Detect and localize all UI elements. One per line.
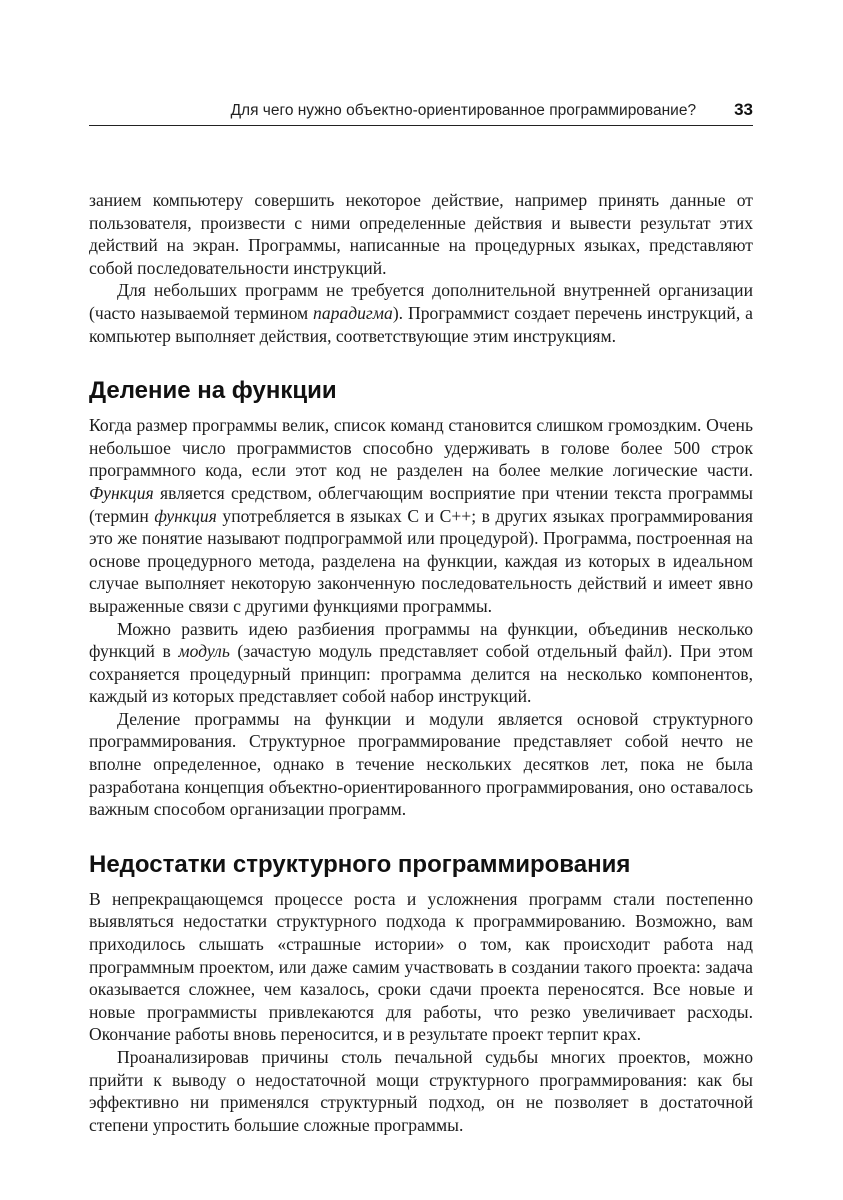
intro-paragraph-2	[89, 279, 753, 347]
term-function: функция	[154, 505, 217, 526]
section2-paragraph-1: В непрекращающемся процессе роста и усложнения программ стали постепенно выявляться недостатки структурного подхода к программированию. Возможно, вам приходилось слышать «страшные истории» о том, как происходит работа над программным проектом, или даже самим участвовать в создании такого проекта: задача оказывается сложнее, чем казалось, сроки сдачи проекта переносятся. Все новые и новые программисты привлекаются для работы, что резко увеличивает расходы. Окончание работы вновь переносится, и в результате проект терпит крах.	[89, 888, 753, 1045]
section-heading-drawbacks: Недостатки структурного программирования	[89, 850, 631, 878]
term-paradigm: парадигма	[313, 302, 393, 323]
text-run: (зачастую модуль представляет собой отдельный файл). При этом сохраняется процедурный принцип: программа делится на несколько компонентов, каждый из которых представляет собой набор инструкций.	[89, 641, 754, 707]
section1-paragraph-1	[89, 414, 753, 617]
term-module: модуль	[178, 641, 230, 662]
text-run: Когда размер программы велик, список команд становится слишком громоздким. Очень небольшое число программистов способно удерживать в голове более 500 строк программного кода, если этот код не разделен на более мелкие логические части.	[89, 415, 753, 481]
section1-paragraph-2	[89, 618, 753, 708]
text-run: ). Программист создает перечень инструкций, а компьютер выполняет действия, соответствующие этим инструкциям.	[89, 302, 753, 346]
text-run: Для небольших программ не требуется дополнительной внутренней организации (часто называемой термином	[89, 280, 753, 323]
text-run: Можно развить идею разбиения программы на функции, объединив несколько функций в	[89, 618, 753, 662]
page-body	[89, 189, 753, 1136]
text-run: является средством, облегчающим восприятие при чтении текста программы (термин	[89, 482, 753, 526]
text-run: употребляется в языках С и С++; в других языках программирования это же понятие называют подпрограммой или процедурой). Программа, построенная на основе процедурного метода, разделена на функции, каждая из которых в идеальном случае выполняет некоторую законченную последовательность действий и имеет явно выраженные связи с другими функциями программы.	[89, 505, 753, 616]
running-title: Для чего нужно объектно-ориентированное программирование?	[230, 102, 697, 119]
page-number: 33	[734, 100, 753, 119]
intro-paragraph-1: занием компьютеру совершить некоторое действие, например принять данные от пользователя, произвести с ними определенные действия и вывести результат этих действий на экран. Программы, написанные на процедурных языках, представляют собой последовательности инструкций.	[89, 190, 753, 278]
term-function: Функция	[89, 482, 154, 503]
book-page	[89, 100, 753, 1136]
section2-paragraph-2: Проанализировав причины столь печальной судьбы многих проектов, можно прийти к выводу о недостаточной мощи структурного программирования: как бы эффективно ни применялся структурный подход, он не позволяет в достаточной степени упростить большие сложные программы.	[89, 1047, 753, 1135]
section1-paragraph-3: Деление программы на функции и модули является основой структурного программирования. Структурное программирование представляет собой нечто не вполне определенное, однако в течение нескольких десятков лет, пока не была разработана концепция объектно-ориентированного программирования, оно оставалось важным способом организации программ.	[89, 708, 753, 820]
running-header	[89, 100, 753, 126]
section-heading-functions: Деление на функции	[89, 377, 337, 405]
